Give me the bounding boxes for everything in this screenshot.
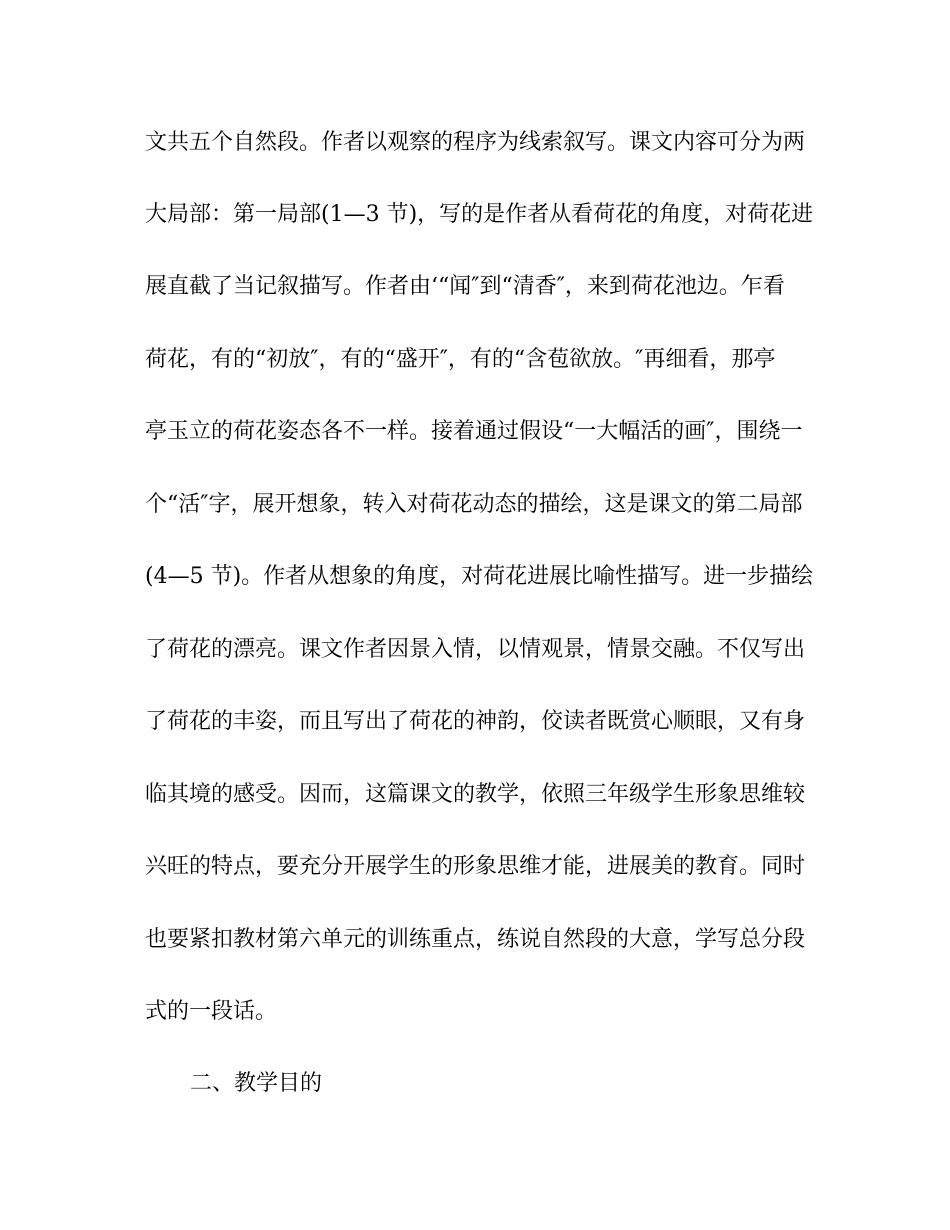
paragraph-line: 展直截了当记叙描写。作者由‘“闻″到“清香″，来到荷花池边。乍看 xyxy=(145,274,785,299)
paragraph-line: 临其境的感受。因而，这篇课文的教学，依照三年级学生形象思维较 xyxy=(145,782,806,807)
paragraph-line: 大局部：第一局部(1—3 节)，写的是作者从看荷花的角度，对荷花进 xyxy=(145,202,814,227)
paragraph-line: 文共五个自然段。作者以观察的程序为线索叙写。课文内容可分为两 xyxy=(145,130,806,155)
paragraph-line: 式的一段话。 xyxy=(145,999,278,1024)
paragraph-line: 亭玉立的荷花姿态各不一样。接着通过假设“一大幅活的画″，围绕一 xyxy=(145,419,803,444)
paragraph-line: 也要紧扣教材第六单元的训练重点，练说自然段的大意，学写总分段 xyxy=(145,927,806,952)
paragraph-line: 了荷花的丰姿，而且写出了荷花的神韵，佼读者既赏心顺眼，又有身 xyxy=(145,709,806,734)
section-heading: 二、教学目的 xyxy=(190,1071,323,1096)
paragraph-line: 荷花，有的“初放″，有的“盛开″，有的“含苞欲放。″再细看，那亭 xyxy=(145,347,776,372)
paragraph-line: 个“活″字，展开想象，转入对荷花动态的描绘，这是课文的第二局部 xyxy=(145,492,803,517)
paragraph-line: 了荷花的漂亮。课文作者因景入情，以情观景，情景交融。不仅写出 xyxy=(145,637,806,662)
paragraph-line: 兴旺的特点，要充分开展学生的形象思维才能，进展美的教育。同时 xyxy=(145,854,806,879)
paragraph-line: (4—5 节)。作者从想象的角度，对荷花进展比喻性描写。进一步描绘 xyxy=(145,564,814,589)
